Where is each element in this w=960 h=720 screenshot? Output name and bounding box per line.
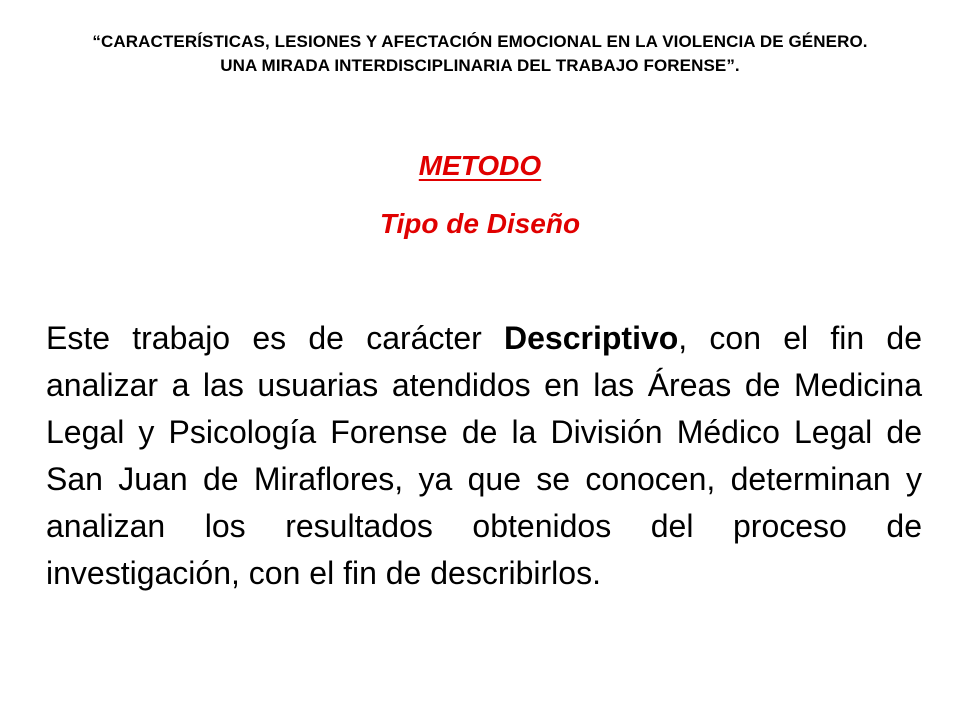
body-paragraph <box>46 315 922 597</box>
section-heading-label: METODO <box>418 150 542 181</box>
paragraph-intro: Este trabajo es de carácter <box>46 320 505 356</box>
paragraph-bold-term: Descriptivo <box>504 320 679 356</box>
paragraph-rest: , con el fin de analizar a las usuarias atendidos en las Áreas de Medicina Legal y Psicología Forense de la División Médico Legal de San Juan de Miraflores, ya que se conocen, determinan y analizan los resultados obtenidos del proceso de investigación, con el fin de describirlos. <box>46 320 923 591</box>
section-heading-metodo <box>0 148 960 184</box>
subsection-heading-tipo-de-diseno: Tipo de Diseño <box>379 208 581 239</box>
presentation-title: “CARACTERÍSTICAS, LESIONES Y AFECTACIÓN EMOCIONAL EN LA VIOLENCIA DE GÉNERO. UNA MIRADA INTERDISCIPLINARIA DEL TRABAJO FORENSE”. <box>92 32 868 75</box>
